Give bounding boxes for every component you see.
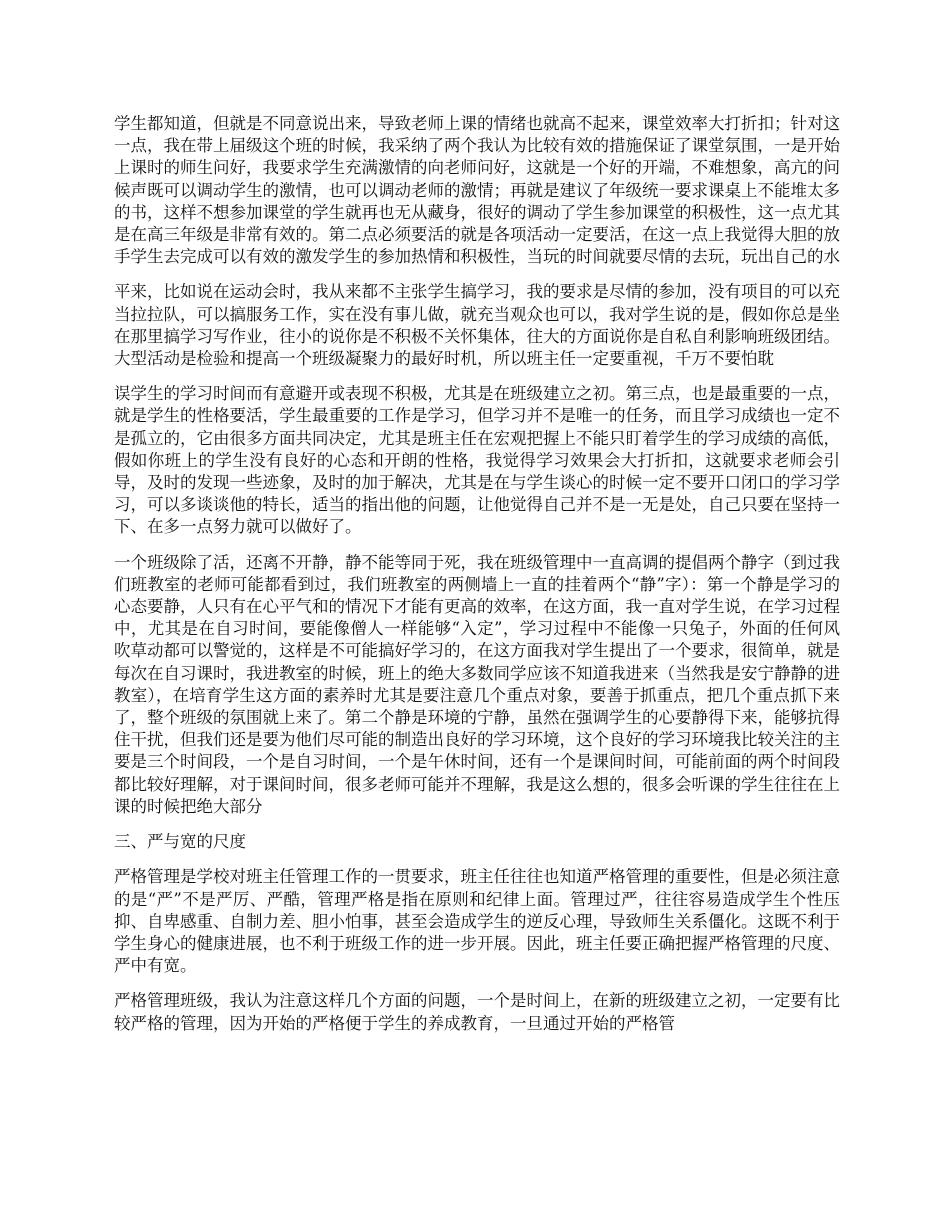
body-paragraph: 误学生的学习时间而有意避开或表现不积极，尤其是在班级建立之初。第三点，也是最重要的一点，就是学生的性格要活，学生最重要的工作是学习，但学习并不是唯一的任务，而且学习成绩也一定不是孤立的，它由很多方面共同决定，尤其是班主任在宏观把握上不能只盯着学生的学习成绩的高低，假如你班上的学生没有良好的心态和开朗的性格，我觉得学习效果会大打折扣，这就要求老师会引导，及时的发现一些迹象，及时的加于解决，尤其是在与学生谈心的时候一定不要开口闭口的学习学习，可以多谈谈他的特长，适当的指出他的问题，让他觉得自己并不是一无是处，自己只要在坚持一下、在多一点努力就可以做好了。 (114, 384, 840, 537)
body-paragraph: 学生都知道，但就是不同意说出来，导致老师上课的情绪也就高不起来，课堂效率大打折扣；针对这一点，我在带上届级这个班的时候，我采纳了两个我认为比较有效的措施保证了课堂氛围，一是开始上课时的师生问好，我要求学生充满激情的向老师问好，这就是一个好的开端，不难想象，高亢的问候声既可以调动学生的激情，也可以调动老师的激情；再就是建议了年级统一要求课桌上不能堆太多的书，这样不想参加课堂的学生就再也无从藏身，很好的调动了学生参加课堂的积极性，这一点尤其是在高三年级是非常有效的。第二点必须要活的就是各项活动一定要活，在这一点上我觉得大胆的放手学生去完成可以有效的激发学生的参加热情和积极性，当玩的时间就要尽情的去玩，玩出自己的水 (114, 114, 840, 267)
section-heading: 三、严与宽的尺度 (114, 832, 246, 852)
body-paragraph: 平来，比如说在运动会时，我从来都不主张学生搞学习，我的要求是尽情的参加，没有项目的可以充当拉拉队，可以搞服务工作，实在没有事儿做，就充当观众也可以，我对学生说的是，假如你总是坐在那里搞学习写作业，往小的说你是不积极不关怀集体，往大的方面说你是自私自利影响班级团结。大型活动是检验和提高一个班级凝聚力的最好时机，所以班主任一定要重视，千万不要怕耽 (114, 282, 840, 369)
body-paragraph: 严格管理班级，我认为注意这样几个方面的问题，一个是时间上，在新的班级建立之初，一定要有比较严格的管理，因为开始的严格便于学生的养成教育，一旦通过开始的严格管 (114, 991, 840, 1033)
body-paragraph: 严格管理是学校对班主任管理工作的一贯要求，班主任往往也知道严格管理的重要性，但是必须注意的是“严”不是严厉、严酷，管理严格是指在原则和纪律上面。管理过严，往往容易造成学生个性压抑、自卑感重、自制力差、胆小怕事，甚至会造成学生的逆反心理，导致师生关系僵化。这既不利于学生身心的健康进展，也不利于班级工作的进一步开展。因此，班主任要正确把握严格管理的尺度、严中有宽。 (114, 867, 840, 976)
document-page (114, 113, 840, 1048)
body-paragraph: 一个班级除了活，还离不开静，静不能等同于死，我在班级管理中一直高调的提倡两个静字（到过我们班教室的老师可能都看到过，我们班教室的两侧墙上一直的挂着两个“静”字）：第一个静是学习的心态要静，人只有在心平气和的情况下才能有更高的效率，在这方面，我一直对学生说，在学习过程中，尤其是在自习时间，要能像僧人一样能够“入定”，学习过程中不能像一只兔子，外面的任何风吹草动都可以警觉的，这样是不可能搞好学习的，在这方面我对学生提出了一个要求，很简单，就是每次在自习课时，我进教室的时候，班上的绝大多数同学应该不知道我进来（当然我是安宁静静的进教室），在培育学生这方面的素养时尤其是要注意几个重点对象，要善于抓重点，把几个重点抓下来了，整个班级的氛围就上来了。第二个静是环境的宁静，虽然在强调学生的心要静得下来，能够抗得住干扰，但我们还是要为他们尽可能的制造出良好的学习环境，这个良好的学习环境我比较关注的主要是三个时间段，一个是自习时间，一个是午休时间，还有一个是课间时间，可能前面的两个时间段都比较好理解，对于课间时间，很多老师可能并不理解，我是这么想的，很多会听课的学生往往在上课的时候把绝大部分 (114, 552, 840, 816)
